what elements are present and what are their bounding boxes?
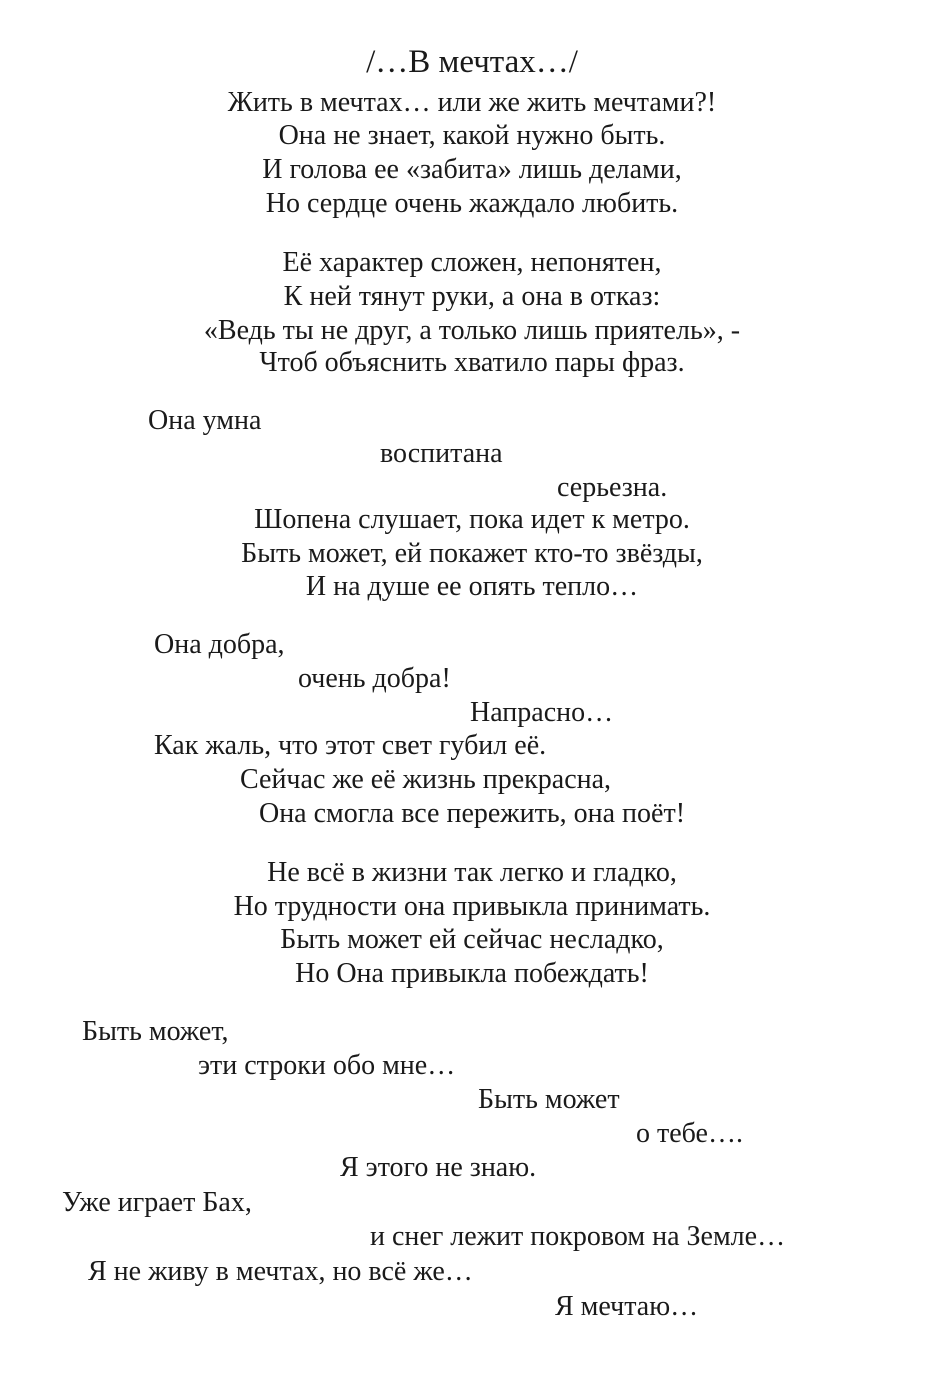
poem-title: /…В мечтах…/ xyxy=(366,44,578,80)
poem-line: Она добра, xyxy=(154,629,285,660)
poem-line: Но трудности она привыкла принимать. xyxy=(233,891,711,922)
poem-line: Она смогла все пережить, она поёт! xyxy=(258,798,686,829)
poem-line: Но Она привыкла побеждать! xyxy=(295,958,649,989)
poem-line: очень добра! xyxy=(298,663,451,694)
poem-line: Быть может ей сейчас несладко, xyxy=(280,924,664,955)
poem-line: К ней тянут руки, а она в отказ: xyxy=(283,281,661,312)
poem-line: «Ведь ты не друг, а только лишь приятель», - xyxy=(203,315,741,346)
poem-line: Её характер сложен, непонятен, xyxy=(282,247,662,278)
poem-line: воспитана xyxy=(380,438,503,469)
poem-line: Как жаль, что этот свет губил её. xyxy=(154,730,547,761)
poem-line: Быть может, ей покажет кто-то звёзды, xyxy=(241,538,703,569)
poem-line: о тебе…. xyxy=(636,1118,743,1149)
poem-line: Не всё в жизни так легко и гладко, xyxy=(267,857,677,888)
poem-line: Чтоб объяснить хватило пары фраз. xyxy=(259,347,685,378)
poem-line: Она не знает, какой нужно быть. xyxy=(278,120,666,151)
poem-line: Шопена слушает, пока идет к метро. xyxy=(254,504,690,535)
poem-line: Я не живу в мечтах, но всё же… xyxy=(88,1256,473,1287)
poem-line: И голова ее «забита» лишь делами, xyxy=(262,154,682,185)
poem-line: Я мечтаю… xyxy=(555,1291,699,1322)
poem-line: Сейчас же её жизнь прекрасна, xyxy=(240,764,612,795)
poem-line: Быть может, xyxy=(82,1016,229,1047)
poem-line: Жить в мечтах… или же жить мечтами?! xyxy=(227,87,717,118)
poem-line: Уже играет Бах, xyxy=(62,1187,252,1218)
poem-line: Она умна xyxy=(148,405,262,436)
poem-line: Но сердце очень жаждало любить. xyxy=(265,188,679,219)
poem-line: и снег лежит покровом на Земле… xyxy=(370,1221,786,1252)
poem-line: И на душе ее опять тепло… xyxy=(305,571,639,602)
poem-line: Напрасно… xyxy=(470,697,614,728)
poem-line: серьезна. xyxy=(557,472,668,503)
poem-line: Я этого не знаю. xyxy=(340,1152,537,1183)
poem-line: Быть может xyxy=(478,1084,620,1115)
poem-line: эти строки обо мне… xyxy=(198,1050,456,1081)
